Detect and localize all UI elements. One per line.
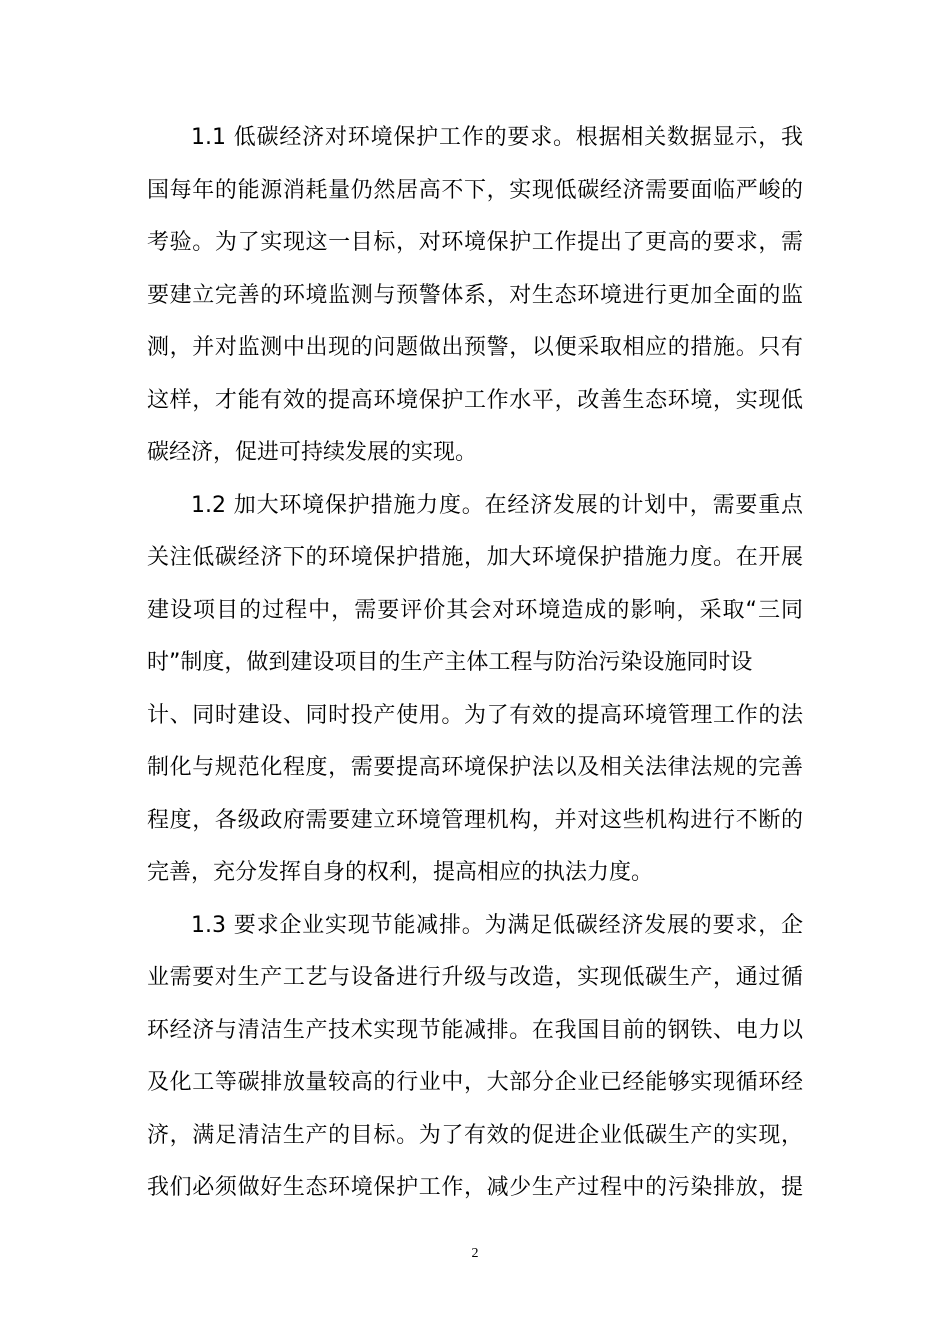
paragraph-1-line-6: 这样，才能有效的提高环境保护工作水平，改善生态环境，实现低 [147,387,803,413]
paragraph-2-line-7: 程度，各级政府需要建立环境管理机构，并对这些机构进行不断的 [147,807,803,833]
paragraph-3-line-6: 我们必须做好生态环境保护工作，减少生产过程中的污染排放，提 [147,1175,803,1200]
paragraph-1-line-7: 碳经济，促进可持续发展的实现。 [147,440,478,465]
paragraph-2-line-5: 计、同时建设、同时投产使用。为了有效的提高环境管理工作的法 [147,702,803,728]
paragraph-2-line-8: 完善，充分发挥自身的权利，提高相应的执法力度。 [147,860,654,885]
paragraph-1-line-5: 测，并对监测中出现的问题做出预警，以便采取相应的措施。只有 [147,335,803,360]
paragraph-2-line-6: 制化与规范化程度，需要提高环境保护法以及相关法律法规的完善 [147,755,803,780]
body-text [147,112,803,1215]
paragraph-2-line-3: 建设项目的过程中，需要评价其会对环境造成的影响，采取“三同 [147,597,803,623]
paragraph-3-line-3: 环经济与清洁生产技术实现节能减排。在我国目前的钢铁、电力以 [147,1017,803,1043]
paragraph-3-line-5: 济，满足清洁生产的目标。为了有效的促进企业低碳生产的实现， [147,1122,803,1148]
paragraph-3-line-2: 业需要对生产工艺与设备进行升级与改造，实现低碳生产，通过循 [147,965,803,990]
paragraph-1-line-1: 1.1 低碳经济对环境保护工作的要求。根据相关数据显示，我 [191,125,803,150]
paragraph-3-line-4: 及化工等碳排放量较高的行业中，大部分企业已经能够实现循环经 [147,1070,803,1095]
paragraph-1-line-3: 考验。为了实现这一目标，对环境保护工作提出了更高的要求，需 [147,230,803,255]
paragraph-1-line-2: 国每年的能源消耗量仍然居高不下，实现低碳经济需要面临严峻的 [147,177,803,203]
page-number: 2 [471,1246,479,1261]
paragraph-2-line-1: 1.2 加大环境保护措施力度。在经济发展的计划中，需要重点 [191,492,803,518]
paragraph-3-line-1: 1.3 要求企业实现节能减排。为满足低碳经济发展的要求，企 [191,912,803,938]
paragraph-2-line-4: 时”制度，做到建设项目的生产主体工程与防治污染设施同时设 [147,650,753,675]
paragraph-2-line-2: 关注低碳经济下的环境保护措施，加大环境保护措施力度。在开展 [147,545,803,570]
paragraph-1-line-4: 要建立完善的环境监测与预警体系，对生态环境进行更加全面的监 [147,282,803,308]
